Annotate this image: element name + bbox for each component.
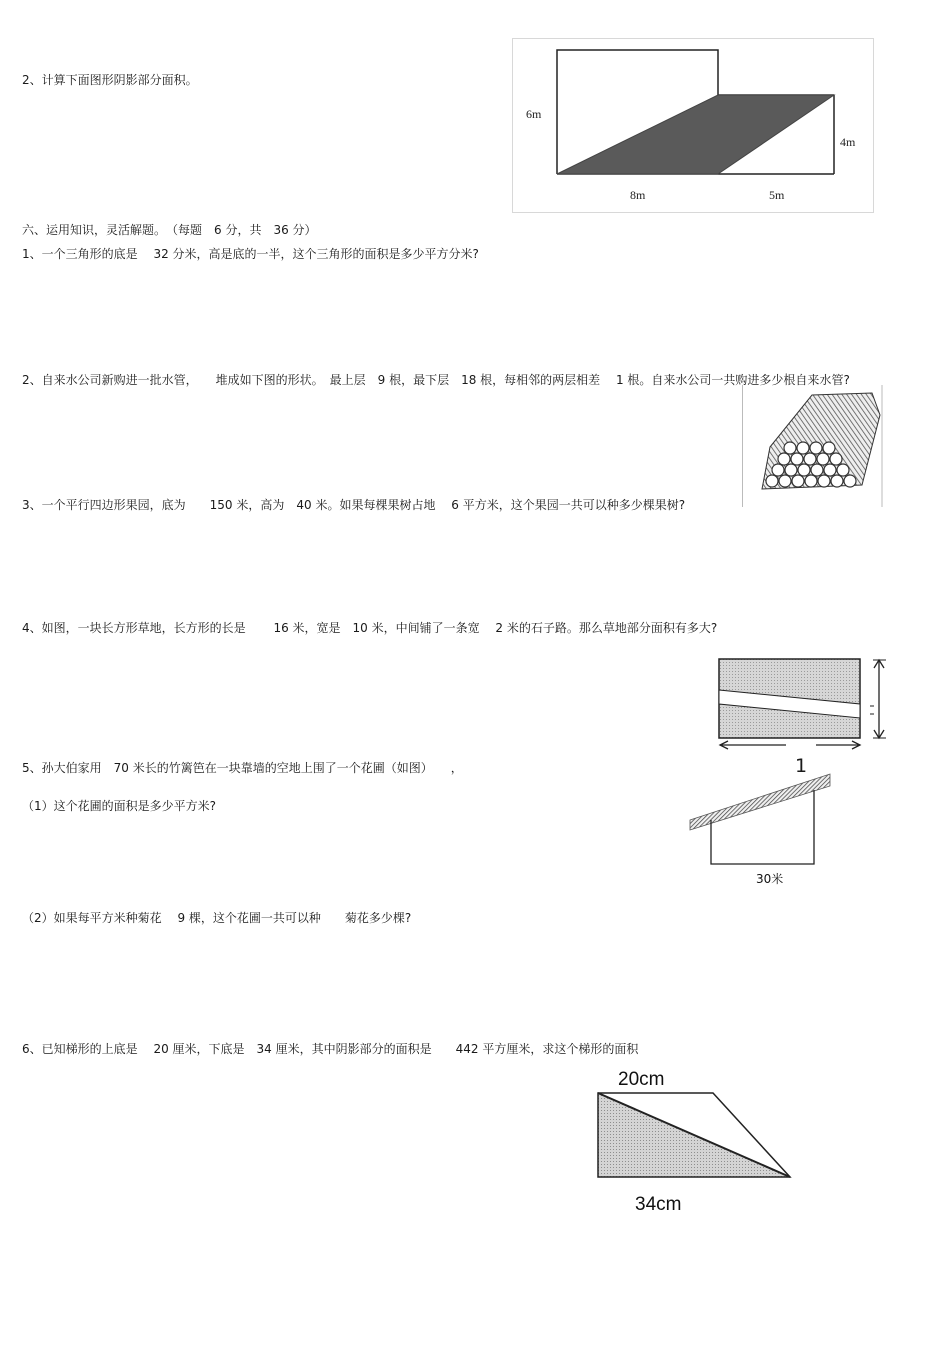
label-34cm: 34cm [635, 1194, 682, 1215]
question-5-part-2: （2）如果每平方米种菊花 9 棵，这个花圃一共可以种 菊花多少棵? [22, 911, 412, 925]
section-6-heading: 六、运用知识，灵活解题。 （每题 6 分，共 36 分） [22, 223, 317, 237]
garden-figure [686, 772, 836, 890]
label-20cm: 20cm [618, 1069, 665, 1090]
lawn-figure [714, 656, 894, 752]
label-30m: 30米 [756, 872, 784, 886]
lawn-mark: 1 [795, 755, 808, 777]
problem-shaded-area: 2、计算下面图形阴影部分面积。 [22, 73, 198, 87]
question-5: 5、孙大伯家用 70 米长的竹篱笆在一块靠墙的空地上围了一个花圃（如图） ， [22, 761, 463, 775]
question-3: 3、一个平行四边形果园，底为 150 米，高为 40 米。如果每棵果树占地 6 平方米，这个果园一共可以种多少棵果树? [22, 498, 686, 512]
question-2: 2、自来水公司新购进一批水管， 堆成如下图的形状。 最上层 9 根，最下层 18 根，每相邻的两层相差 1 根。自来水公司一共购进多少根自来水管? [22, 373, 850, 387]
label-8m: 8m [630, 188, 646, 202]
question-1: 1、一个三角形的底是 32 分米，高是底的一半，这个三角形的面积是多少平方分米? [22, 247, 479, 261]
question-6: 6、已知梯形的上底是 20 厘米，下底是 34 厘米，其中阴影部分的面积是 442 平方厘米，求这个梯形的面积 [22, 1042, 639, 1056]
label-5m: 5m [769, 188, 785, 202]
pipe-pile-figure [742, 385, 884, 507]
question-5-part-1: （1）这个花圃的面积是多少平方米? [22, 799, 217, 813]
label-6m: 6m [526, 107, 542, 121]
shaded-area-figure [512, 38, 874, 213]
trapezoid-figure [580, 1065, 810, 1215]
question-4: 4、如图，一块长方形草地，长方形的长是 16 米，宽是 10 米，中间铺了一条宽 2 米的石子路。那么草地部分面积有多大? [22, 621, 718, 635]
label-4m: 4m [840, 135, 856, 149]
